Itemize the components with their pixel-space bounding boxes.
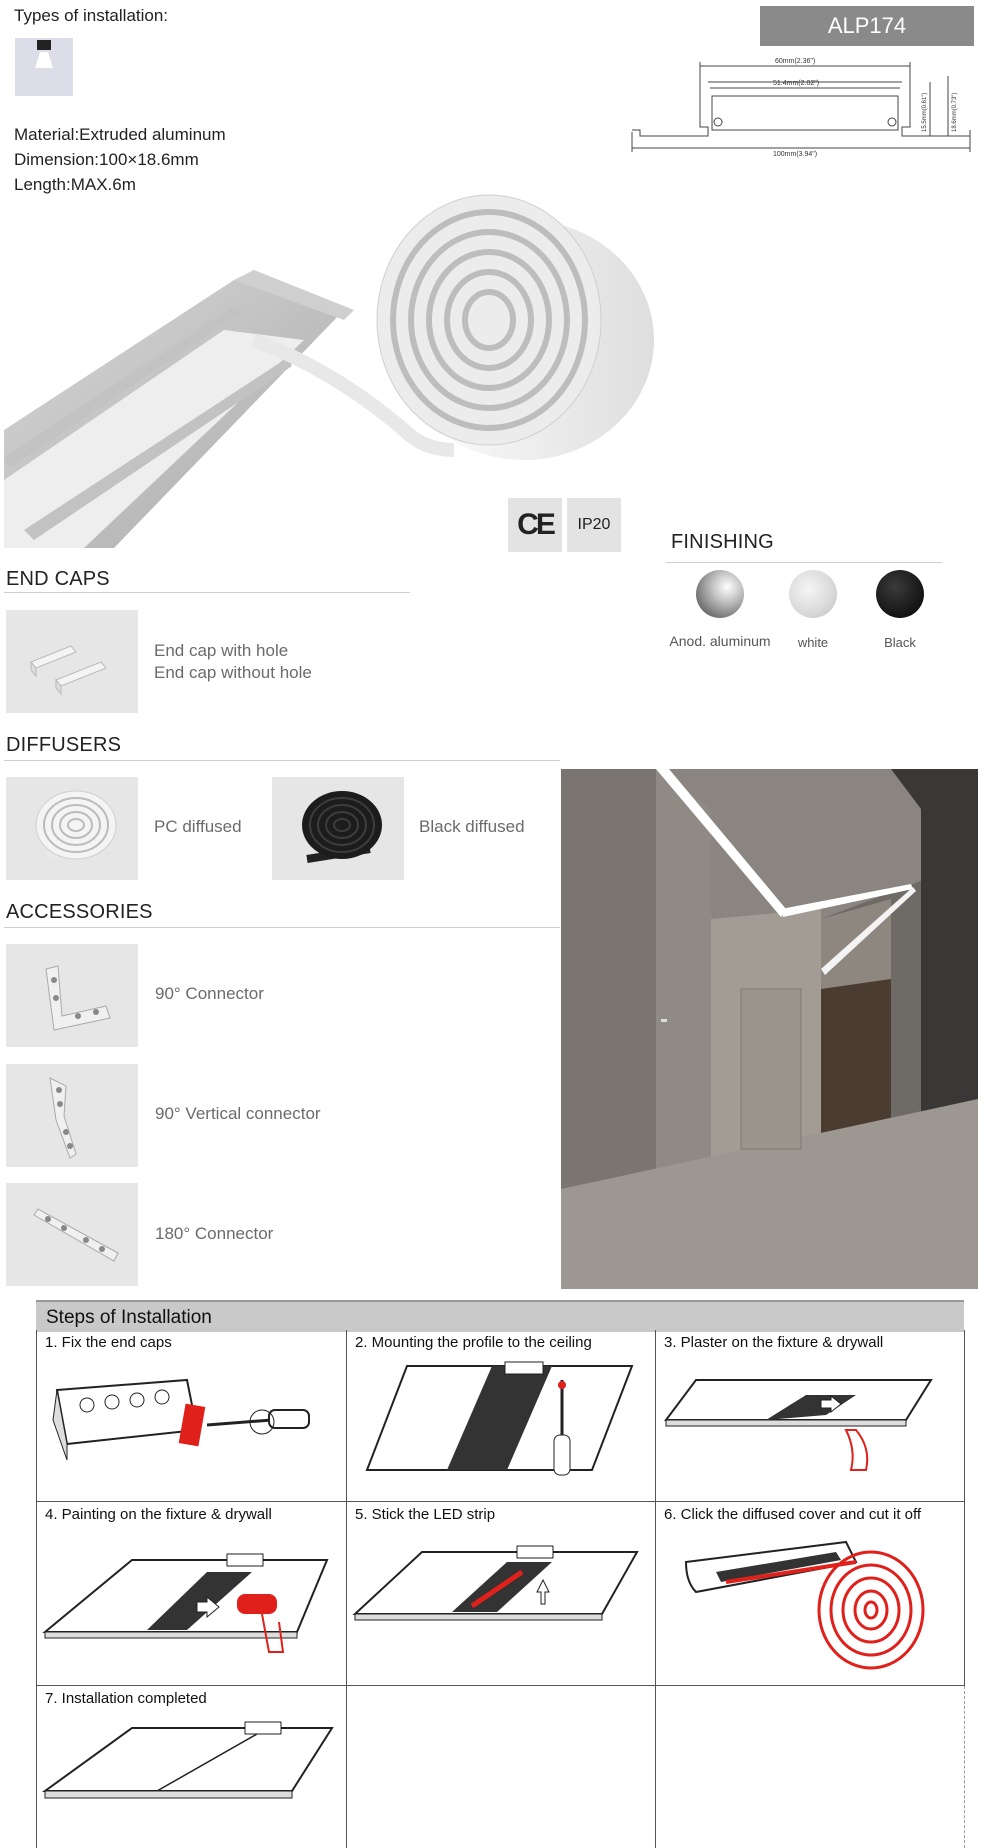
step-3-label: 3. Plaster on the fixture & drywall [664,1334,884,1351]
steps-grid [36,1330,964,1848]
connector-90-vertical-label: 90° Vertical connector [155,1104,321,1123]
connector-180-image [6,1183,138,1286]
step-4-cell [37,1502,347,1686]
black-diffuser-image [272,777,404,880]
steps-header [36,1300,964,1332]
dim-width-inner: 51.4mm(2.02") [773,80,820,87]
spec-length: Length:MAX.6m [14,175,136,194]
end-cap-image [6,610,138,713]
connector-90-label: 90° Connector [155,984,264,1003]
steps-title: Steps of Installation [46,1307,212,1328]
ce-mark: CE [508,498,562,552]
connector-90-image [6,944,138,1047]
profile-cross-section-drawing [630,52,980,162]
diffusers-divider [4,760,560,761]
step-6-cell [656,1502,965,1686]
connector-180-label: 180° Connector [155,1224,274,1243]
installation-types-label: Types of installation: [14,6,169,25]
dim-width-outer: 60mm(2.36") [775,58,816,65]
accessories-title: ACCESSORIES [6,901,153,923]
end-cap-with-hole: End cap with hole [154,641,289,660]
end-cap-description [154,640,312,684]
step-5-label: 5. Stick the LED strip [355,1506,496,1523]
diffusers-title: DIFFUSERS [6,734,122,756]
end-caps-divider [4,592,410,593]
finish-label-white: white [797,635,829,650]
interior-application-photo [561,769,978,1289]
pc-diffused-label: PC diffused [154,817,242,836]
step-3-cell [656,1330,965,1502]
step-4-label: 4. Painting on the fixture & drywall [45,1506,272,1523]
dim-width-total: 100mm(3.94") [773,151,818,158]
finishing-title: FINISHING [671,531,774,553]
finish-swatch-anodized [696,570,744,618]
finish-swatch-black [876,570,924,618]
step-1-label: 1. Fix the end caps [45,1334,172,1351]
model-badge: ALP174 [760,6,974,46]
step-5-cell [347,1502,656,1686]
black-diffused-label: Black diffused [419,817,525,836]
step-7-cell [37,1686,347,1848]
step-2-label: 2. Mounting the profile to the ceiling [355,1334,592,1351]
empty-cell-1 [347,1686,656,1848]
finish-label-anodized: Anod. aluminum [669,633,771,649]
step-6-label: 6. Click the diffused cover and cut it off [664,1506,922,1523]
pc-diffuser-image [6,777,138,880]
finish-label-black: Black [884,635,916,650]
empty-cell-2 [656,1686,965,1848]
step-2-cell [347,1330,656,1502]
step-7-label: 7. Installation completed [45,1690,207,1707]
finish-swatch-white [789,570,837,618]
dim-height-inner: 15.5mm(0.61") [922,92,928,132]
end-caps-title: END CAPS [6,568,110,590]
spec-material: Material:Extruded aluminum [14,125,226,144]
connector-90-vertical-image [6,1064,138,1167]
accessories-divider [4,927,560,928]
dim-height-total: 18.6mm(0.73") [952,92,958,132]
spec-dimension: Dimension:100×18.6mm [14,150,199,169]
ip-rating-badge: IP20 [567,498,621,552]
product-hero-image [4,160,664,548]
finishing-divider [666,562,942,563]
step-1-cell [37,1330,347,1502]
end-cap-without-hole: End cap without hole [154,663,312,682]
recessed-installation-icon [15,38,73,96]
